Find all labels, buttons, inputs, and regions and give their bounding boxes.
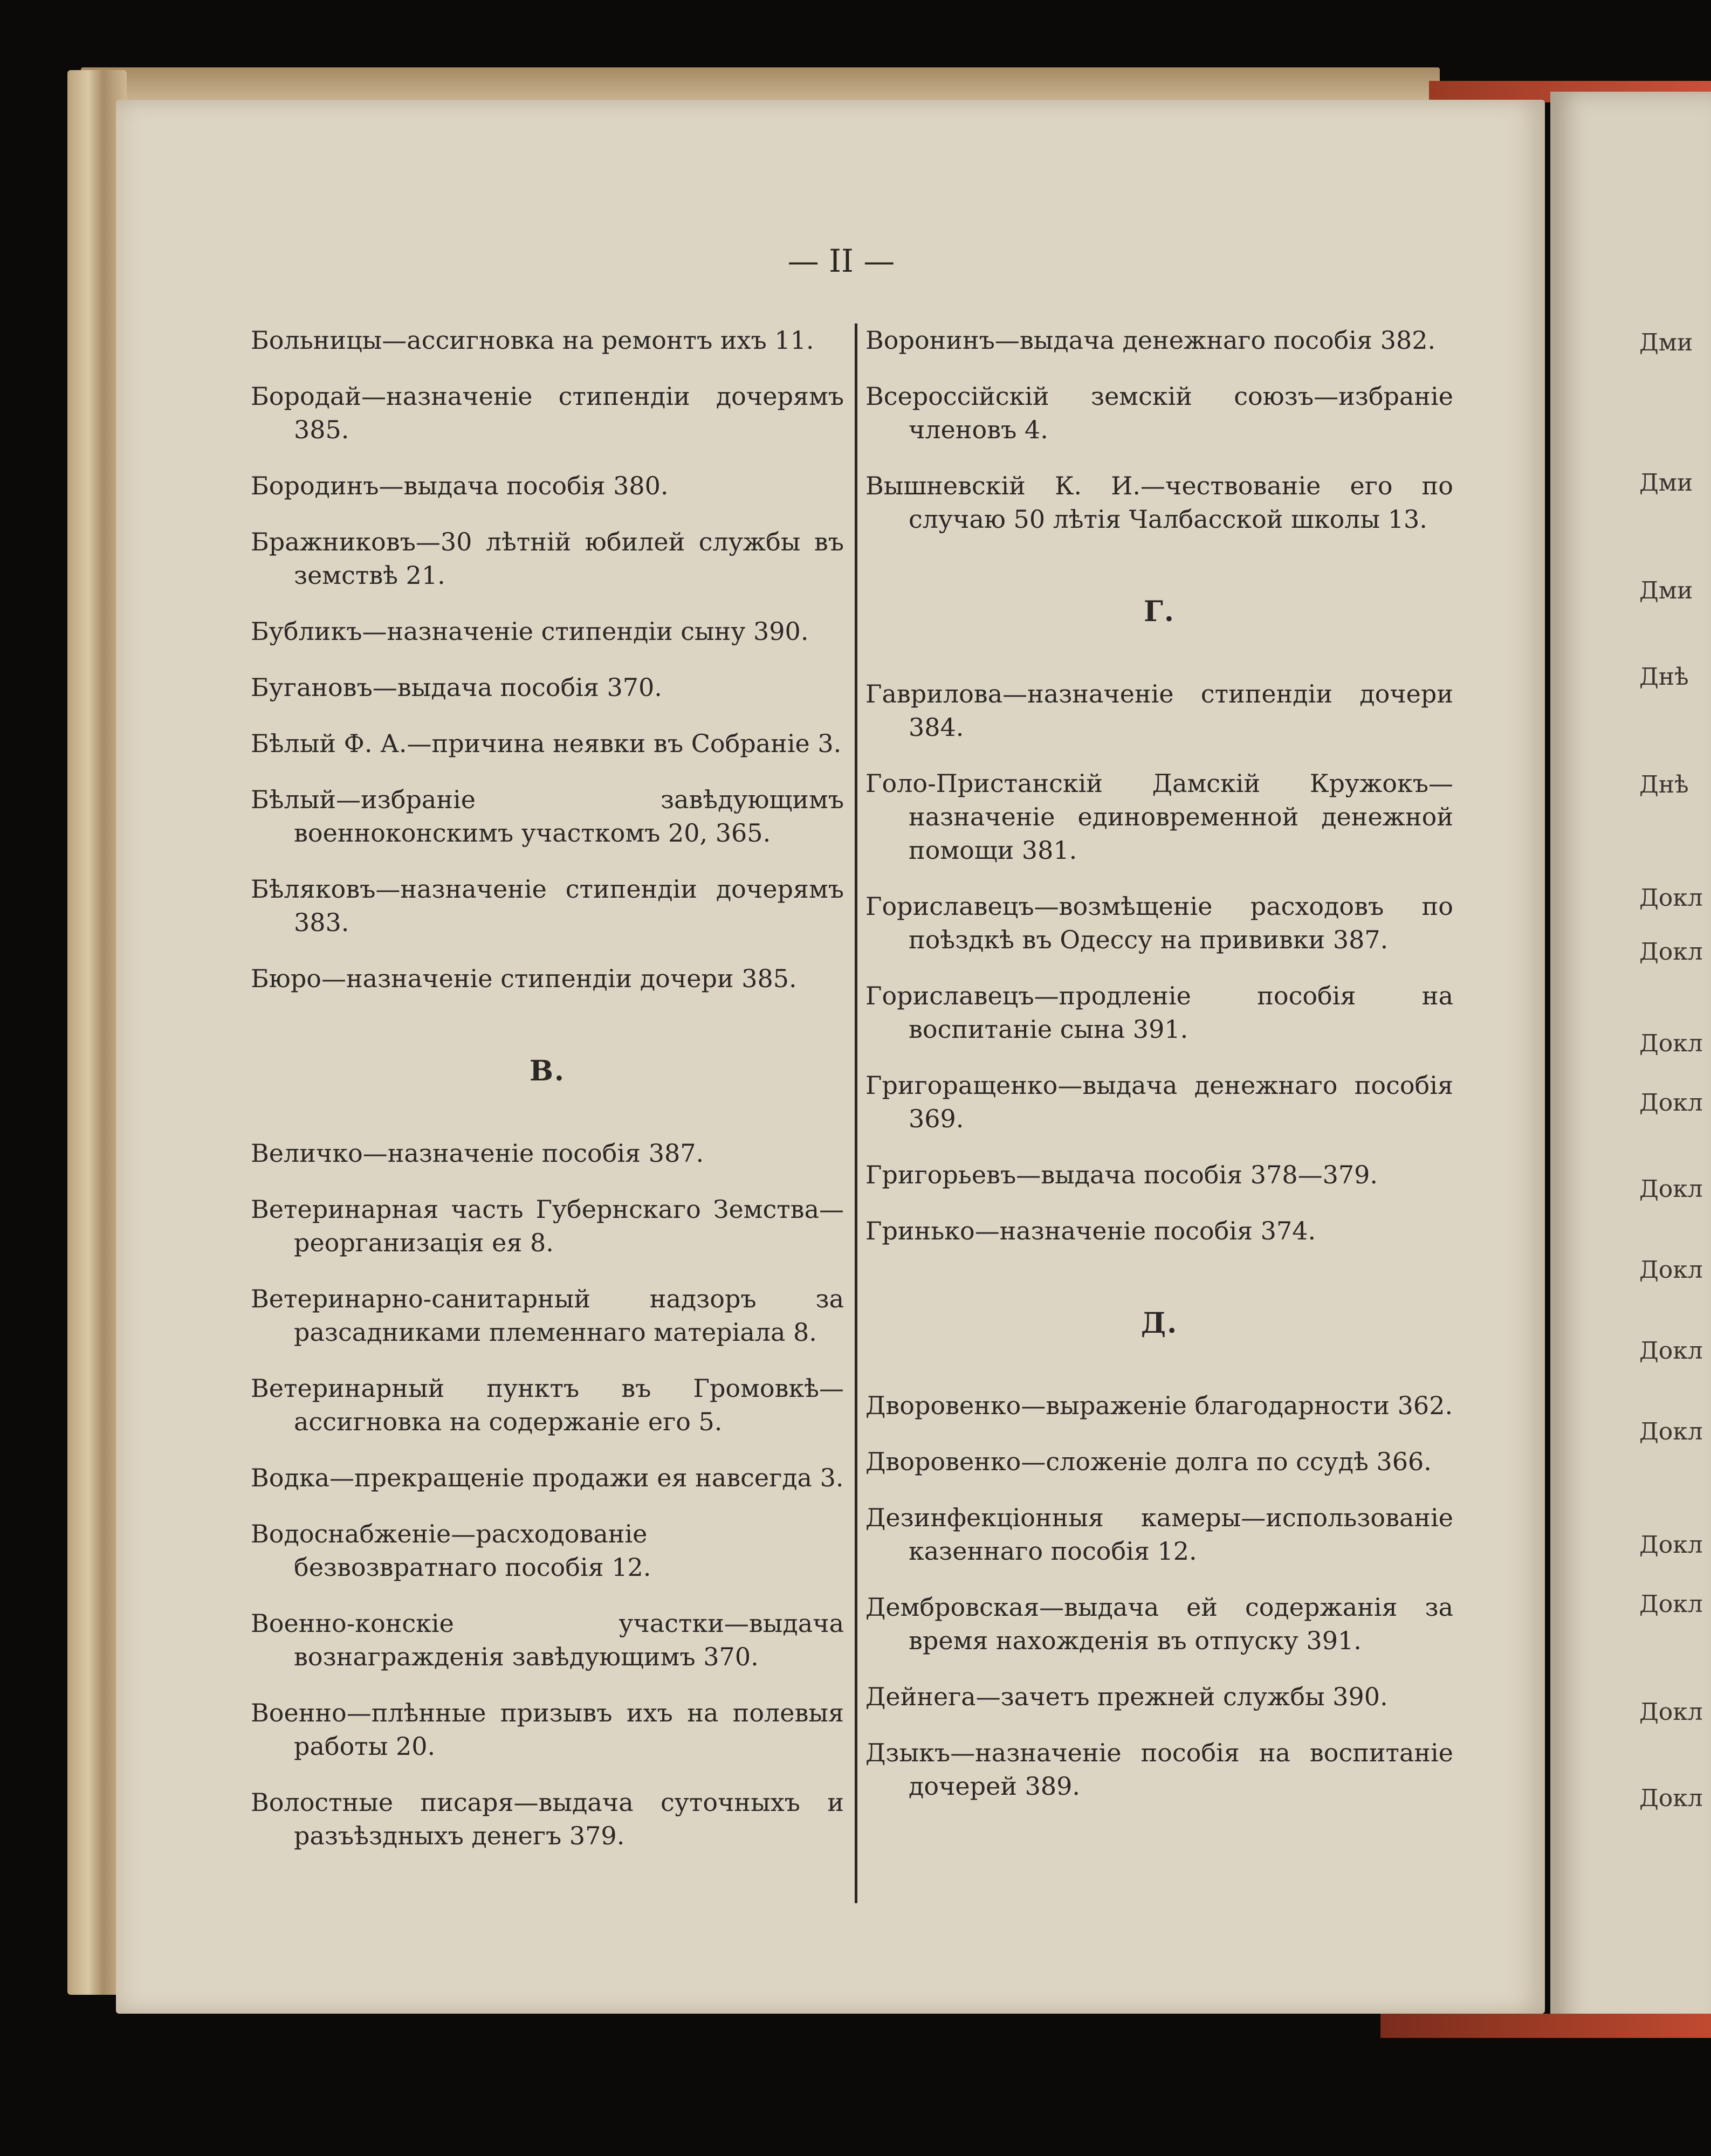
- adjacent-fragment: Докл: [1639, 938, 1703, 966]
- adjacent-page: [1550, 92, 1711, 2033]
- index-entry: Голо-Пристанскій Дамскій Кружокъ—назначеніе единовременной денежной помощи 381.: [865, 769, 1453, 865]
- adjacent-fragment: Докл: [1639, 1256, 1703, 1284]
- index-entry: Бѣлый—избраніе завѣдующимъ военноконскимъ участкомъ 20, 365.: [251, 785, 844, 848]
- section-letter-g: Г.: [1143, 595, 1175, 628]
- index-entry: Дворовенко—сложеніе долга по ссудѣ 366.: [865, 1447, 1432, 1476]
- right-column: [865, 323, 1453, 1826]
- index-entry: Григорьевъ—выдача пособія 378—379.: [865, 1160, 1378, 1189]
- adjacent-fragment: Докл: [1639, 1785, 1703, 1812]
- index-entry: Военно-конскіе участки—выдача вознагражденія завѣдующимъ 370.: [251, 1609, 844, 1671]
- index-entry: Водоснабженіе—расходованіе безвозвратнаго пособія 12.: [251, 1519, 651, 1582]
- index-entry: Дзыкъ—назначеніе пособія на воспитаніе дочерей 389.: [865, 1738, 1453, 1801]
- index-entry: Бородинъ—выдача пособія 380.: [251, 471, 669, 500]
- adjacent-fragment: Дми: [1639, 329, 1693, 356]
- section-letter-v: В.: [529, 1055, 566, 1087]
- index-entry: Вышневскій К. И.—чествованіе его по случаю 50 лѣтія Чалбасской школы 13.: [865, 471, 1453, 534]
- index-entry: Бубликъ—назначеніе стипендіи сыну 390.: [251, 617, 809, 646]
- adjacent-fragment: Докл: [1639, 1418, 1703, 1445]
- index-entry: Воронинъ—выдача денежнаго пособія 382.: [865, 326, 1436, 355]
- book-cover-edge-bottom: [1380, 2014, 1711, 2038]
- index-entry: Дезинфекціонныя камеры—использованіе казеннаго пособія 12.: [865, 1503, 1453, 1566]
- adjacent-fragment: Докл: [1639, 1337, 1703, 1365]
- index-entry: Гориславецъ—продленіе пособія на воспитаніе сына 391.: [865, 981, 1453, 1044]
- index-entry: Больницы—ассигновка на ремонтъ ихъ 11.: [251, 326, 814, 355]
- index-entry: Бородай—назначеніе стипендіи дочерямъ 385.: [251, 382, 844, 444]
- adjacent-fragment: Докл: [1639, 884, 1703, 912]
- index-entry: Гринько—назначеніе пособія 374.: [865, 1216, 1316, 1245]
- index-entry: Водка—прекращеніе продажи ея навсегда 3.: [251, 1463, 844, 1492]
- adjacent-fragment: Докл: [1639, 1030, 1703, 1057]
- index-entry: Ветеринарно-санитарный надзоръ за разсадниками племеннаго матеріала 8.: [251, 1284, 844, 1347]
- index-entry: Величко—назначеніе пособія 387.: [251, 1139, 704, 1168]
- index-entry: Ветеринарный пунктъ въ Громовкѣ—ассигновка на содержаніе его 5.: [251, 1374, 844, 1436]
- adjacent-fragment: Дми: [1639, 469, 1693, 497]
- adjacent-fragment: Днѣ: [1639, 663, 1689, 691]
- section-letter-d: Д.: [1140, 1307, 1178, 1340]
- index-entry: Бугановъ—выдача пособія 370.: [251, 673, 662, 702]
- index-entry: Бѣляковъ—назначеніе стипендіи дочерямъ 383.: [251, 874, 844, 937]
- index-entry: Дейнега—зачетъ прежней службы 390.: [865, 1682, 1388, 1711]
- index-entry: Бѣлый Ф. А.—причина неявки въ Собраніе 3.: [251, 729, 842, 758]
- index-entry: Григоращенко—выдача денежнаго пособія 369.: [865, 1071, 1453, 1133]
- index-entry: Всероссійскій земскій союзъ—избраніе членовъ 4.: [865, 382, 1453, 444]
- adjacent-fragment: Докл: [1639, 1698, 1703, 1726]
- index-entry: Ветеринарная часть Губернскаго Земства—реорганизація ея 8.: [251, 1195, 844, 1257]
- page-number: — II —: [787, 243, 895, 279]
- adjacent-fragment: Днѣ: [1639, 771, 1689, 798]
- index-entry: Дворовенко—выраженіе благодарности 362.: [865, 1391, 1453, 1420]
- index-entry: Военно—плѣнные призывъ ихъ на полевыя работы 20.: [251, 1698, 844, 1761]
- index-entry: Дембровская—выдача ей содержанія за время нахожденія въ отпуску 391.: [865, 1593, 1453, 1655]
- adjacent-fragment: Докл: [1639, 1531, 1703, 1559]
- adjacent-fragment: Докл: [1639, 1175, 1703, 1203]
- index-entry: Гаврилова—назначеніе стипендіи дочери 384.: [865, 679, 1453, 742]
- index-entry: Бражниковъ—30 лѣтній юбилей службы въ земствѣ 21.: [251, 527, 844, 590]
- index-entry: Волостные писаря—выдача суточныхъ и разъѣздныхъ денегъ 379.: [251, 1788, 844, 1850]
- adjacent-fragment: Докл: [1639, 1590, 1703, 1618]
- index-entry: Бюро—назначеніе стипендіи дочери 385.: [251, 964, 797, 993]
- index-entry: Гориславецъ—возмѣщеніе расходовъ по поѣздкѣ въ Одессу на прививки 387.: [865, 892, 1453, 954]
- adjacent-fragment: Докл: [1639, 1089, 1703, 1117]
- left-column: [251, 323, 844, 1875]
- adjacent-fragment: Дми: [1639, 577, 1693, 604]
- column-divider: [855, 323, 857, 1903]
